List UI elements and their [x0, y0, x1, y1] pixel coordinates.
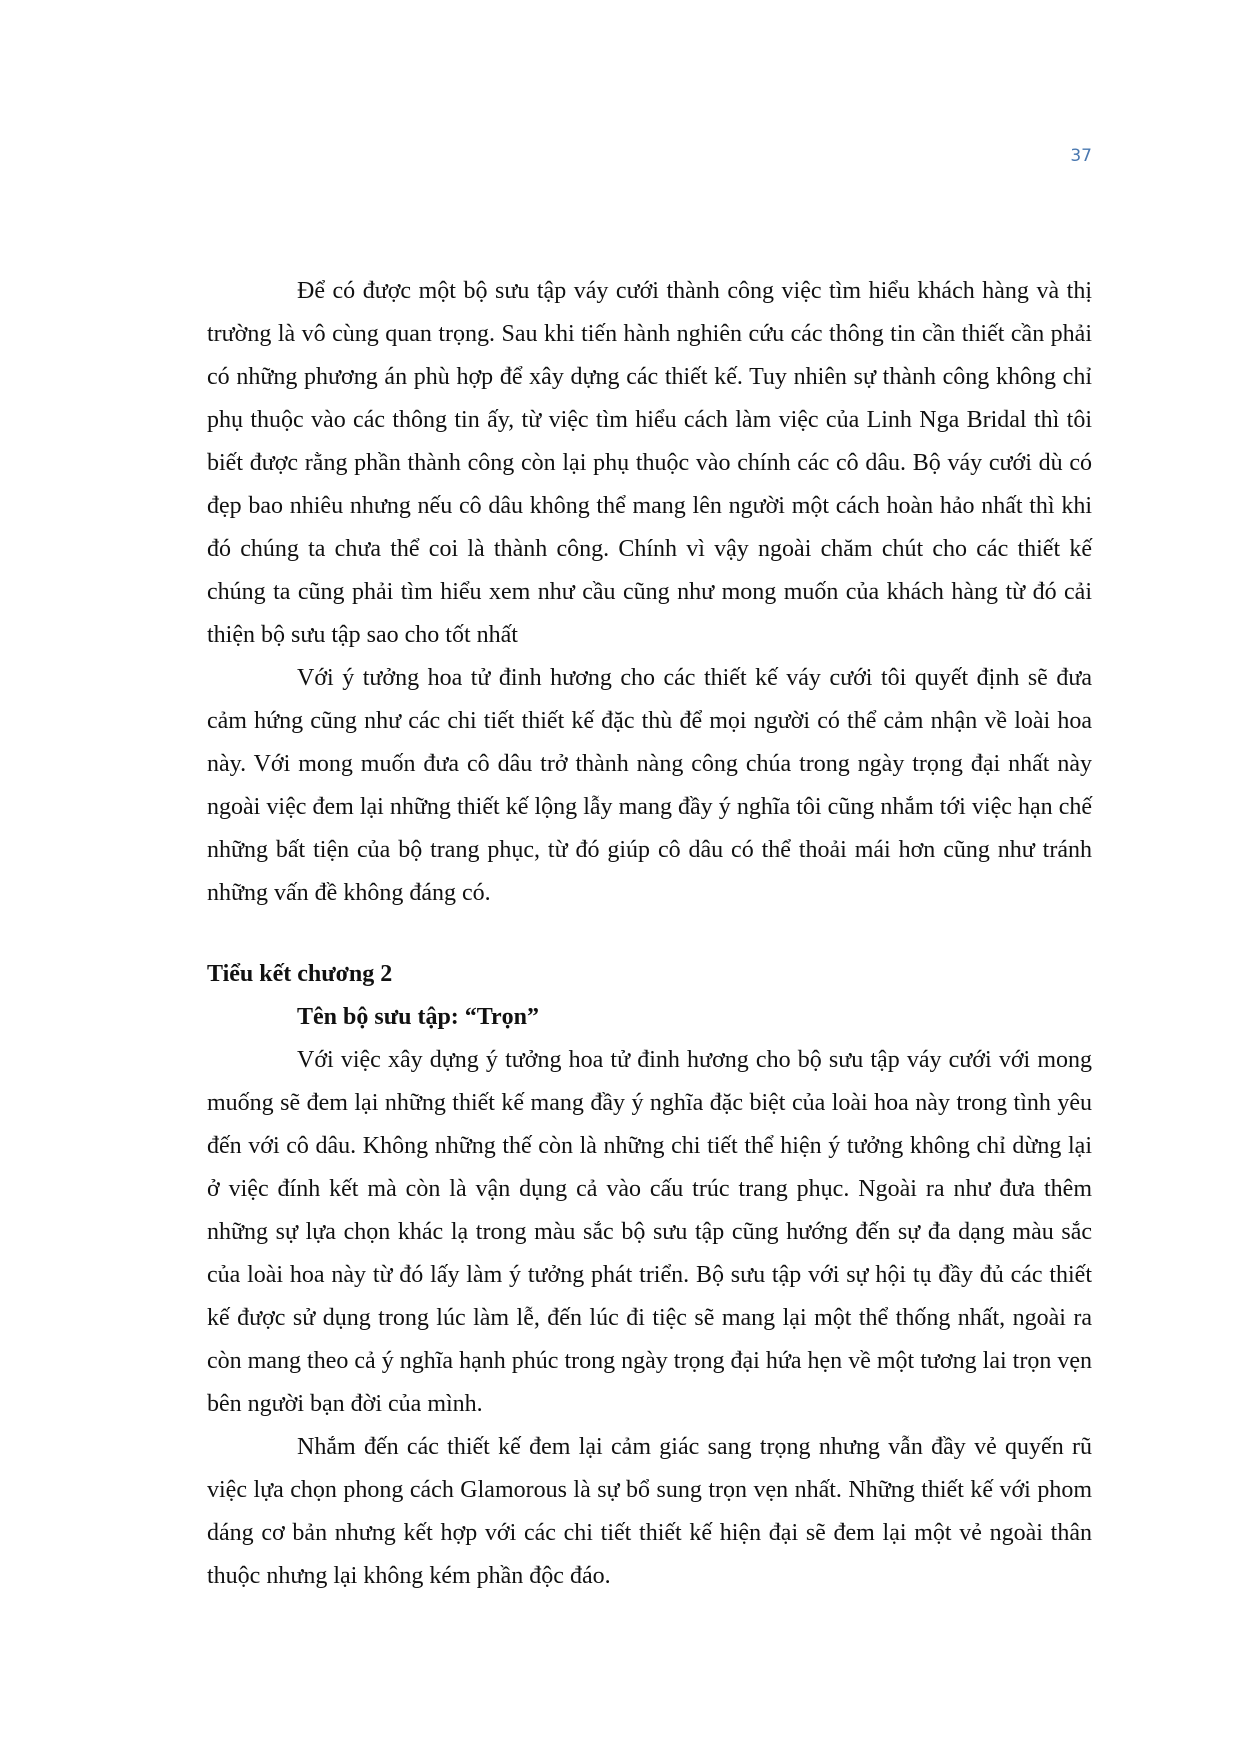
- paragraph-lilac-idea: Với ý tưởng hoa tử đinh hương cho các thiết kế váy cưới tôi quyết định sẽ đưa cảm hứng cũng như các chi tiết thiết kế đặc thù để mọi người có thể cảm nhận về loài hoa này. Với mong muốn đưa cô dâu trở thành nàng công chúa trong ngày trọng đại nhất này ngoài việc đem lại những thiết kế lộng lẫy mang đầy ý nghĩa tôi cũng nhắm tới việc hạn chế những bất tiện của bộ trang phục, từ đó giúp cô dâu có thể thoải mái hơn cũng như tránh những vấn đề không đáng có.: [207, 665, 1092, 906]
- paragraph-glamorous-style: Nhắm đến các thiết kế đem lại cảm giác sang trọng nhưng vẫn đầy vẻ quyến rũ việc lựa chọn phong cách Glamorous là sự bổ sung trọn vẹn nhất. Những thiết kế với phom dáng cơ bản nhưng kết hợp với các chi tiết thiết kế hiện đại sẽ đem lại một vẻ ngoài thân thuộc nhưng lại không kém phần độc đáo.: [207, 1434, 1092, 1589]
- paragraph-intro-research: Để có được một bộ sưu tập váy cưới thành công việc tìm hiểu khách hàng và thị trường là vô cùng quan trọng. Sau khi tiến hành nghiên cứu các thông tin cần thiết cần phải có những phương án phù hợp để xây dựng các thiết kế. Tuy nhiên sự thành công không chỉ phụ thuộc vào các thông tin ấy, từ việc tìm hiểu cách làm việc của Linh Nga Bridal thì tôi biết được rằng phần thành công còn lại phụ thuộc vào chính các cô dâu. Bộ váy cưới dù có đẹp bao nhiêu nhưng nếu cô dâu không thể mang lên người một cách hoàn hảo nhất thì khi đó chúng ta chưa thể coi là thành công. Chính vì vậy ngoài chăm chút cho các thiết kế chúng ta cũng phải tìm hiểu xem như cầu cũng như mong muốn của khách hàng từ đó cải thiện bộ sưu tập sao cho tốt nhất: [207, 278, 1092, 648]
- page-number: 37: [1070, 146, 1092, 166]
- paragraph-collection-summary: Với việc xây dựng ý tưởng hoa tử đinh hương cho bộ sưu tập váy cưới với mong muống sẽ đem lại những thiết kế mang đầy ý nghĩa đặc biệt của loài hoa này trong tình yêu đến với cô dâu. Không những thế còn là những chi tiết thể hiện ý tưởng không chỉ dừng lại ở việc đính kết mà còn là vận dụng cả vào cấu trúc trang phục. Ngoài ra như đưa thêm những sự lựa chọn khác lạ trong màu sắc bộ sưu tập cũng hướng đến sự đa dạng màu sắc của loài hoa này từ đó lấy làm ý tưởng phát triển. Bộ sưu tập với sự hội tụ đầy đủ các thiết kế được sử dụng trong lúc làm lễ, đến lúc đi tiệc sẽ mang lại một thể thống nhất, ngoài ra còn mang theo cả ý nghĩa hạnh phúc trong ngày trọng đại hứa hẹn về một tương lai trọn vẹn bên người bạn đời của mình.: [207, 1047, 1092, 1417]
- collection-title: Tên bộ sưu tập: “Trọn”: [297, 1004, 540, 1030]
- section-heading: Tiểu kết chương 2: [207, 961, 393, 987]
- document-body: [207, 270, 1092, 1598]
